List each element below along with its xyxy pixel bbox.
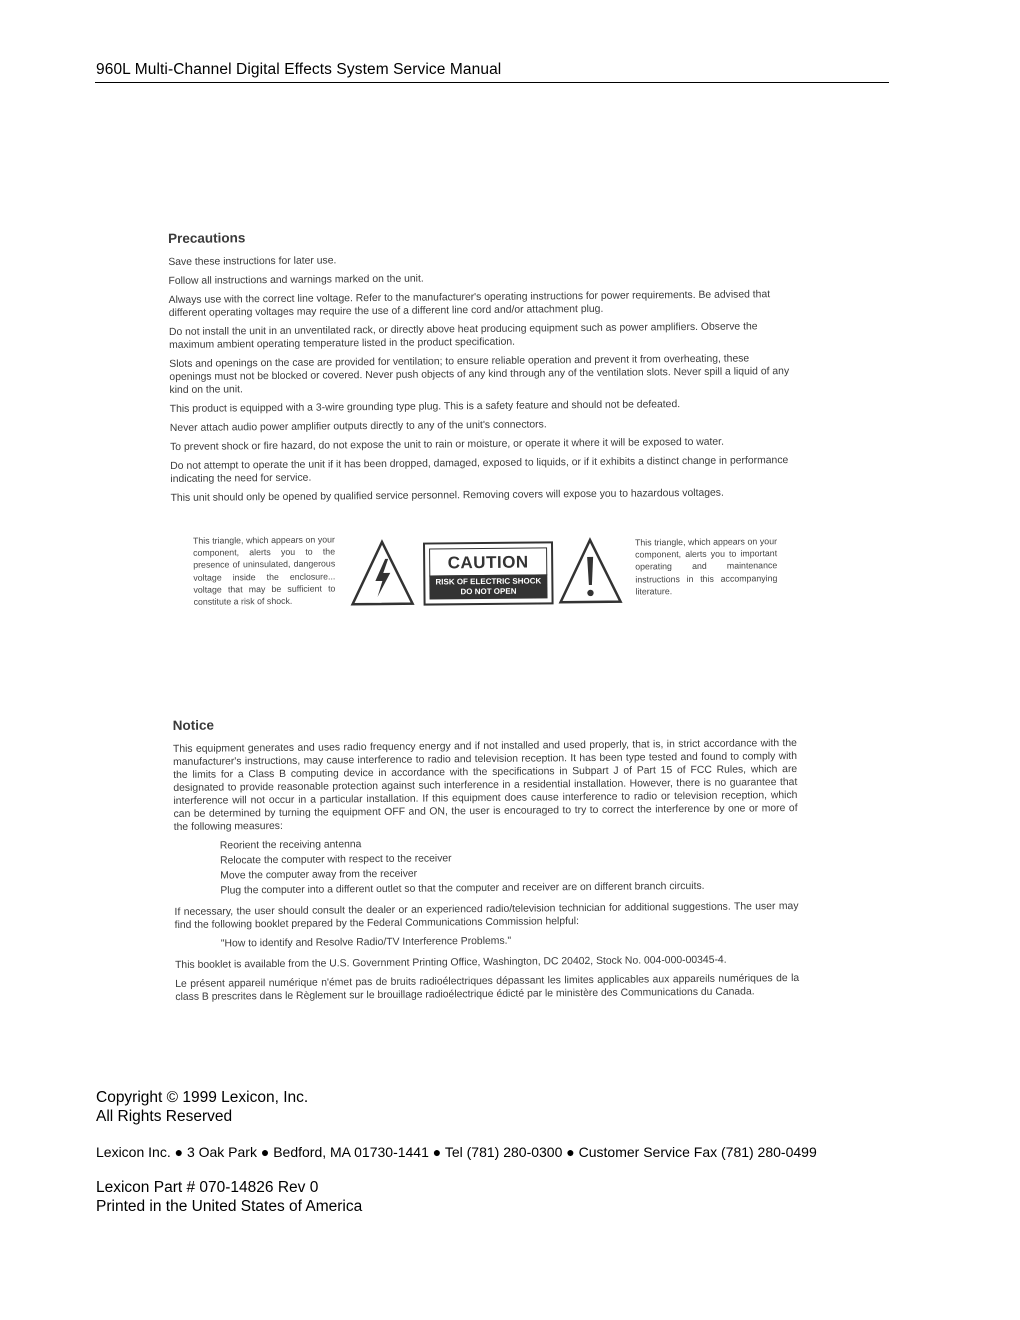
notice-paragraph: This equipment generates and uses radio frequency energy and if not installed and used properly, that is, in strict accordance with the manufacturer's instructions, may cause interference to radio and television reception. It has been type tested and found to comply with the limits for a Class B computing device in accordance with the specifications in Subpart J of Part 15 of FCC Rules, which are designated to provide reasonable protection against such interference in a residential installation. However, there is no guarantee that interference will not occur in a particular installation. If this equipment does cause interference to radio or television reception, which can be determined by turning the equipment OFF and ON, the user is encouraged to try to correct the interference by one or more of the following measures:: [172, 737, 798, 833]
list-item: Plug the computer into a different outlet so that the computer and receiver are on different branch circuits.: [220, 880, 705, 897]
printed-in: Printed in the United States of America: [96, 1198, 363, 1215]
list-item: Reorient the receiving antenna: [219, 839, 362, 852]
list-item: Relocate the computer with respect to the receiver: [219, 853, 452, 867]
precaution-item: Never attach audio power amplifier outputs directly to any of the unit's connectors.: [169, 419, 547, 434]
precaution-item: To prevent shock or fire hazard, do not expose the unit to rain or moisture, or operate it where it will be exposed to water.: [170, 436, 724, 453]
precaution-item: Always use with the correct line voltage. Refer to the manufacturer's operating instructions for power requirements. Be advised that different operating voltages may require the use of a different line cord and/or attachment plug.: [168, 289, 771, 319]
header-divider: [95, 82, 889, 83]
precaution-item: This unit should only be opened by qualified service personnel. Removing covers will expose you to hazardous voltages.: [170, 487, 724, 504]
notice-section: [173, 713, 800, 1004]
precautions-section: [168, 226, 795, 505]
precaution-item: Do not install the unit in an unventilated rack, or directly above heat producing equipment such as power amplifiers. Observe the maximum ambient operating temperature listed in the product specification.: [168, 321, 758, 351]
caution-line-open: DO NOT OPEN: [460, 586, 517, 597]
precaution-item: Slots and openings on the case are provided for ventilation; to ensure reliable operation and prevent it from overheating, these openings must not be blocked or covered. Never push objects of any kind through any of the ventilation slots. Never spill a liquid of any kind on the unit.: [169, 353, 790, 396]
instructions-triangle-description: This triangle, which appears on your component, alerts you to important operating and maintenance instructions in this accompanying literature.: [634, 536, 778, 597]
precaution-item: Save these instructions for later use.: [168, 255, 337, 268]
lightning-bolt-triangle-icon: [349, 539, 416, 608]
part-number: Lexicon Part # 070-14826 Rev 0: [96, 1179, 319, 1196]
booklet-title: "How to identify and Resolve Radio/TV Interference Problems.": [220, 935, 512, 950]
electric-shock-warning: [171, 529, 796, 635]
notice-title: Notice: [172, 717, 215, 733]
precaution-item: Do not attempt to operate the unit if it has been dropped, damaged, exposed to liquids, or if it exhibits a distinct change in performance indicating the need for service.: [170, 455, 789, 485]
caution-line-shock: RISK OF ELECTRIC SHOCK: [435, 576, 542, 587]
precaution-item: Follow all instructions and warnings marked on the unit.: [168, 273, 424, 287]
caution-title: CAUTION: [429, 547, 547, 576]
copyright-notice: Copyright © 1999 Lexicon, Inc.: [96, 1089, 309, 1106]
notice-paragraph: If necessary, the user should consult the dealer or an experienced radio/television technician for additional suggestions. The user may find the following booklet prepared by the Federal Communications Commission helpful:: [174, 900, 799, 931]
scanned-safety-page: [168, 226, 800, 1032]
rights-notice: All Rights Reserved: [96, 1108, 233, 1125]
interference-measures-list: [220, 834, 799, 898]
caution-label: [423, 541, 554, 605]
company-address: Lexicon Inc. ● 3 Oak Park ● Bedford, MA 01730-1441 ● Tel (781) 280-0300 ● Customer Service Fax (781) 280-0499: [96, 1144, 817, 1160]
document-header-title: 960L Multi-Channel Digital Effects System Service Manual: [96, 61, 502, 78]
caution-warning-band: [429, 574, 547, 599]
notice-paragraph: This booklet is available from the U.S. Government Printing Office, Washington, DC 20402, Stock No. 004-000-00345-4.: [174, 954, 727, 971]
shock-triangle-description: This triangle, which appears on your component, alerts you to the presence of uninsulated, dangerous voltage inside the enclosure... voltage that may be sufficient to constitute a risk of shock.: [192, 534, 336, 607]
precaution-item: This product is equipped with a 3-wire grounding type plug. This is a safety feature and should not be defeated.: [169, 399, 681, 415]
precautions-title: Precautions: [167, 230, 246, 246]
list-item: Move the computer away from the receiver: [220, 868, 418, 882]
canadian-notice: Le présent appareil numérique n'émet pas de bruits radioélectriques dépassant les limites applicables aux appareils numériques de la class B prescrites dans le Règlement sur le brouillage radioélectrique édicté par le ministère des Communications du Canada.: [175, 972, 800, 1003]
exclamation-triangle-icon: [557, 537, 624, 606]
